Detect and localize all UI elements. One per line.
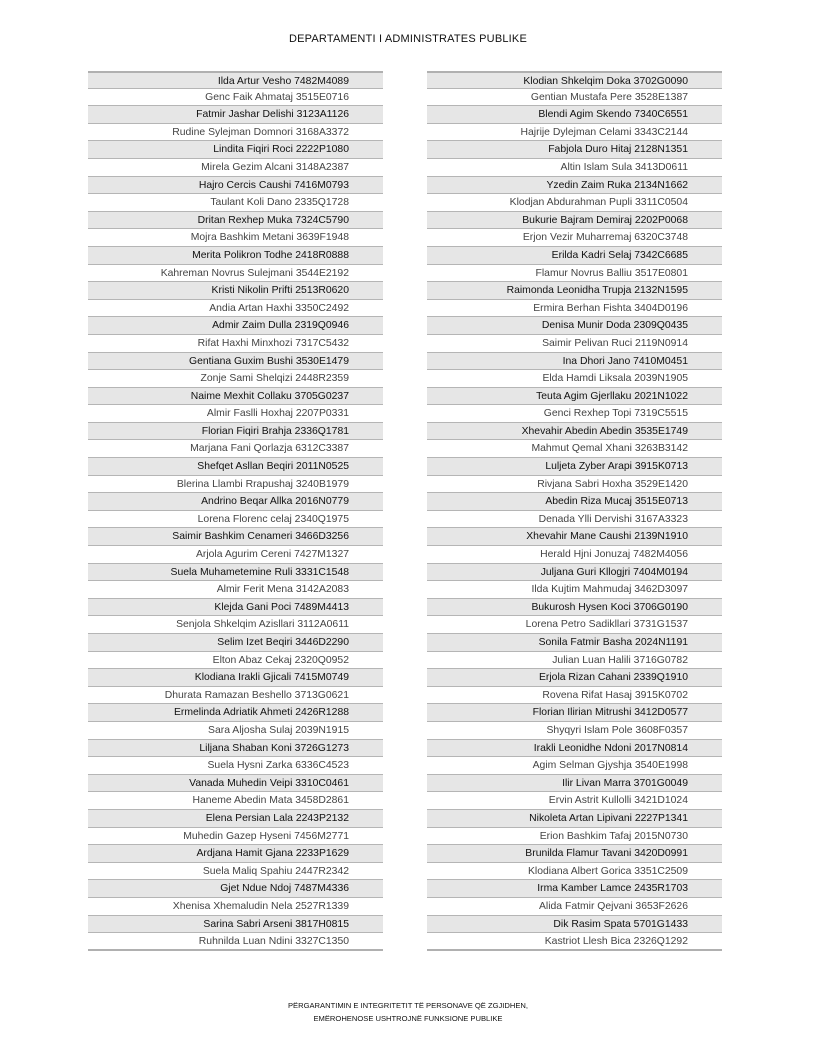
list-item: Suela Maliq Spahiu 2447R2342 bbox=[88, 863, 383, 881]
list-item: Erilda Kadri Selaj 7342C6685 bbox=[427, 247, 722, 265]
list-item: Kahreman Novrus Sulejmani 3544E2192 bbox=[88, 265, 383, 283]
list-item: Suela Muhametemine Ruli 3331C1548 bbox=[88, 564, 383, 582]
list-item: Gentiana Guxim Bushi 3530E1479 bbox=[88, 353, 383, 371]
list-item: Dritan Rexhep Muka 7324C5790 bbox=[88, 212, 383, 230]
list-item: Rudine Sylejman Domnori 3168A3372 bbox=[88, 124, 383, 142]
list-item: Hajro Cercis Caushi 7416M0793 bbox=[88, 177, 383, 195]
list-item: Hajrije Dylejman Celami 3343C2144 bbox=[427, 124, 722, 142]
list-item: Nikoleta Artan Lipivani 2227P1341 bbox=[427, 810, 722, 828]
list-item: Florian Fiqiri Brahja 2336Q1781 bbox=[88, 423, 383, 441]
list-item: Ruhnilda Luan Ndini 3327C1350 bbox=[88, 933, 383, 951]
list-item: Zonje Sami Shelqizi 2448R2359 bbox=[88, 370, 383, 388]
list-item: Gjet Ndue Ndoj 7487M4336 bbox=[88, 880, 383, 898]
list-item: Abedin Riza Mucaj 3515E0713 bbox=[427, 493, 722, 511]
list-item: Erion Bashkim Tafaj 2015N0730 bbox=[427, 828, 722, 846]
list-item: Bukurosh Hysen Koci 3706G0190 bbox=[427, 599, 722, 617]
list-item: Kristi Nikolin Prifti 2513R0620 bbox=[88, 282, 383, 300]
list-item: Genci Rexhep Topi 7319C5515 bbox=[427, 405, 722, 423]
list-item: Dhurata Ramazan Beshello 3713G0621 bbox=[88, 687, 383, 705]
list-item: Rifat Haxhi Minxhozi 7317C5432 bbox=[88, 335, 383, 353]
list-item: Arjola Agurim Cereni 7427M1327 bbox=[88, 546, 383, 564]
list-item: Selim Izet Beqiri 3446D2290 bbox=[88, 634, 383, 652]
list-item: Irma Kamber Lamce 2435R1703 bbox=[427, 880, 722, 898]
list-item: Rovena Rifat Hasaj 3915K0702 bbox=[427, 687, 722, 705]
list-item: Teuta Agim Gjerllaku 2021N1022 bbox=[427, 388, 722, 406]
list-item: Suela Hysni Zarka 6336C4523 bbox=[88, 757, 383, 775]
list-item: Denada Ylli Dervishi 3167A3323 bbox=[427, 511, 722, 529]
list-item: Admir Zaim Dulla 2319Q0946 bbox=[88, 317, 383, 335]
list-item: Ardjana Hamit Gjana 2233P1629 bbox=[88, 845, 383, 863]
list-item: Andrino Beqar Allka 2016N0779 bbox=[88, 493, 383, 511]
list-item: Xhevahir Mane Caushi 2139N1910 bbox=[427, 528, 722, 546]
list-item: Senjola Shkelqim Azisllari 3112A0611 bbox=[88, 616, 383, 634]
list-item: Sarina Sabri Arseni 3817H0815 bbox=[88, 916, 383, 934]
list-item: Irakli Leonidhe Ndoni 2017N0814 bbox=[427, 740, 722, 758]
list-item: Gentian Mustafa Pere 3528E1387 bbox=[427, 89, 722, 107]
list-item: Naime Mexhit Collaku 3705G0237 bbox=[88, 388, 383, 406]
list-item: Mirela Gezim Alcani 3148A2387 bbox=[88, 159, 383, 177]
list-item: Saimir Pelivan Ruci 2119N0914 bbox=[427, 335, 722, 353]
list-item: Fatmir Jashar Delishi 3123A1126 bbox=[88, 106, 383, 124]
right-name-list bbox=[427, 71, 722, 951]
list-item: Yzedin Zaim Ruka 2134N1662 bbox=[427, 177, 722, 195]
list-item: Bukurie Bajram Demiraj 2202P0068 bbox=[427, 212, 722, 230]
list-item: Flamur Novrus Balliu 3517E0801 bbox=[427, 265, 722, 283]
list-item: Agim Selman Gjyshja 3540E1998 bbox=[427, 757, 722, 775]
list-item: Xhenisa Xhemaludin Nela 2527R1339 bbox=[88, 898, 383, 916]
list-item: Ervin Astrit Kullolli 3421D1024 bbox=[427, 792, 722, 810]
list-item: Ilir Livan Marra 3701G0049 bbox=[427, 775, 722, 793]
list-item: Sara Aljosha Sulaj 2039N1915 bbox=[88, 722, 383, 740]
list-item: Lorena Florenc celaj 2340Q1975 bbox=[88, 511, 383, 529]
list-item: Julian Luan Halili 3716G0782 bbox=[427, 652, 722, 670]
list-item: Ermelinda Adriatik Ahmeti 2426R1288 bbox=[88, 704, 383, 722]
list-item: Altin Islam Sula 3413D0611 bbox=[427, 159, 722, 177]
list-item: Klodiana Irakli Gjicali 7415M0749 bbox=[88, 669, 383, 687]
list-item: Liljana Shaban Koni 3726G1273 bbox=[88, 740, 383, 758]
list-item: Shefqet Asllan Beqiri 2011N0525 bbox=[88, 458, 383, 476]
list-item: Merita Polikron Todhe 2418R0888 bbox=[88, 247, 383, 265]
list-item: Kastriot Llesh Bica 2326Q1292 bbox=[427, 933, 722, 951]
list-item: Alida Fatmir Qejvani 3653F2626 bbox=[427, 898, 722, 916]
list-item: Almir Ferit Mena 3142A2083 bbox=[88, 581, 383, 599]
list-item: Andia Artan Haxhi 3350C2492 bbox=[88, 300, 383, 318]
list-item: Ilda Artur Vesho 7482M4089 bbox=[88, 71, 383, 89]
list-item: Mahmut Qemal Xhani 3263B3142 bbox=[427, 440, 722, 458]
list-item: Klodjan Abdurahman Pupli 3311C0504 bbox=[427, 194, 722, 212]
list-item: Erjon Vezir Muharremaj 6320C3748 bbox=[427, 229, 722, 247]
list-item: Herald Hjni Jonuzaj 7482M4056 bbox=[427, 546, 722, 564]
footer-line-2: EMËROHENOSE USHTROJNË FUNKSIONE PUBLIKE bbox=[313, 1014, 503, 1023]
list-item: Klejda Gani Poci 7489M4413 bbox=[88, 599, 383, 617]
list-item: Muhedin Gazep Hyseni 7456M2771 bbox=[88, 828, 383, 846]
list-item: Raimonda Leonidha Trupja 2132N1595 bbox=[427, 282, 722, 300]
list-item: Florian Ilirian Mitrushi 3412D0577 bbox=[427, 704, 722, 722]
list-item: Elda Hamdi Liksala 2039N1905 bbox=[427, 370, 722, 388]
list-item: Taulant Koli Dano 2335Q1728 bbox=[88, 194, 383, 212]
document-title: DEPARTAMENTI I ADMINISTRATES PUBLIKE bbox=[288, 33, 528, 45]
list-item: Erjola Rizan Cahani 2339Q1910 bbox=[427, 669, 722, 687]
list-item: Rivjana Sabri Hoxha 3529E1420 bbox=[427, 476, 722, 494]
list-item: Ermira Berhan Fishta 3404D0196 bbox=[427, 300, 722, 318]
footer bbox=[0, 999, 816, 1025]
list-item: Klodian Shkelqim Doka 3702G0090 bbox=[427, 71, 722, 89]
list-item: Juljana Guri Kllogjri 7404M0194 bbox=[427, 564, 722, 582]
list-item: Brunilda Flamur Tavani 3420D0991 bbox=[427, 845, 722, 863]
list-item: Marjana Fani Qorlazja 6312C3387 bbox=[88, 440, 383, 458]
list-item: Vanada Muhedin Veipi 3310C0461 bbox=[88, 775, 383, 793]
footer-line-1: PËRGARANTIMIN E INTEGRITETIT TË PERSONAVE QË ZGJIDHEN, bbox=[287, 1001, 529, 1010]
list-item: Ilda Kujtim Mahmudaj 3462D3097 bbox=[427, 581, 722, 599]
list-item: Shyqyri Islam Pole 3608F0357 bbox=[427, 722, 722, 740]
left-name-list bbox=[88, 71, 383, 951]
list-item: Ina Dhori Jano 7410M0451 bbox=[427, 353, 722, 371]
list-item: Blendi Agim Skendo 7340C6551 bbox=[427, 106, 722, 124]
list-item: Haneme Abedin Mata 3458D2861 bbox=[88, 792, 383, 810]
list-item: Elton Abaz Cekaj 2320Q0952 bbox=[88, 652, 383, 670]
list-item: Fabjola Duro Hitaj 2128N1351 bbox=[427, 141, 722, 159]
list-item: Lindita Fiqiri Roci 2222P1080 bbox=[88, 141, 383, 159]
list-item: Xhevahir Abedin Abedin 3535E1749 bbox=[427, 423, 722, 441]
list-item: Klodiana Albert Gorica 3351C2509 bbox=[427, 863, 722, 881]
list-item: Elena Persian Lala 2243P2132 bbox=[88, 810, 383, 828]
list-item: Saimir Bashkim Cenameri 3466D3256 bbox=[88, 528, 383, 546]
list-item: Mojra Bashkim Metani 3639F1948 bbox=[88, 229, 383, 247]
list-item: Luljeta Zyber Arapi 3915K0713 bbox=[427, 458, 722, 476]
list-item: Almir Faslli Hoxhaj 2207P0331 bbox=[88, 405, 383, 423]
list-item: Denisa Munir Doda 2309Q0435 bbox=[427, 317, 722, 335]
list-item: Sonila Fatmir Basha 2024N1191 bbox=[427, 634, 722, 652]
list-item: Blerina Llambi Rrapushaj 3240B1979 bbox=[88, 476, 383, 494]
list-item: Dik Rasim Spata 5701G1433 bbox=[427, 916, 722, 934]
list-item: Genc Faik Ahmataj 3515E0716 bbox=[88, 89, 383, 107]
list-item: Lorena Petro Sadikllari 3731G1537 bbox=[427, 616, 722, 634]
